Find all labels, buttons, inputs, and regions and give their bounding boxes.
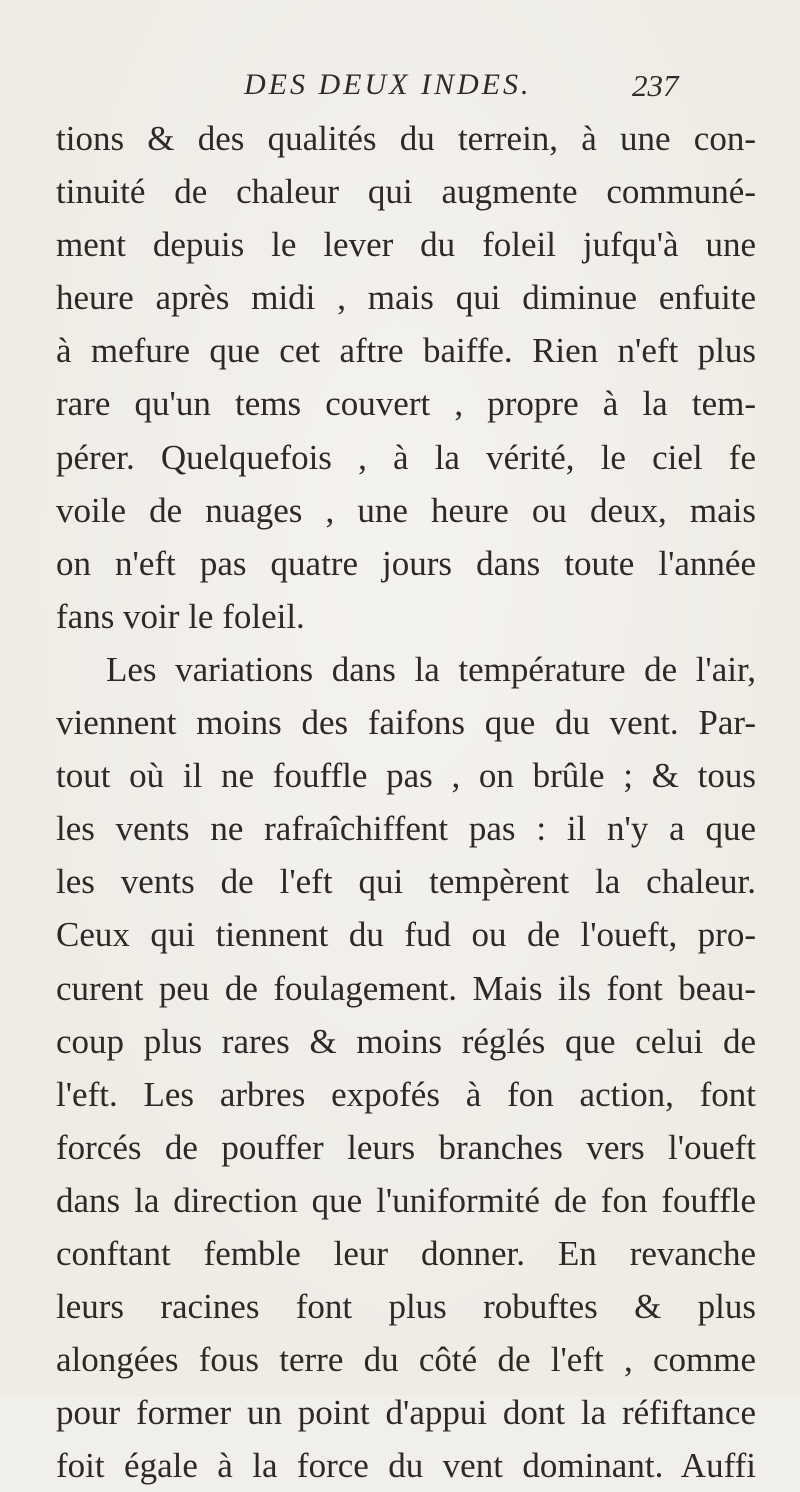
page-header: [0, 68, 800, 108]
paragraph-start-line: Les variations dans la température de l'air,: [106, 649, 756, 689]
text-line: à mefure que cet aftre baiffe. Rien n'eft plus: [56, 331, 756, 371]
text-line: coup plus rares & moins réglés que celui de: [56, 1021, 756, 1061]
text-line: Ceux qui tiennent du fud ou de l'oueft, pro-: [56, 915, 756, 955]
text-line: foit égale à la force du vent dominant. Auffi: [56, 1446, 756, 1486]
text-line: pérer. Quelquefois , à la vérité, le ciel fe: [56, 437, 756, 477]
text-line: les vents ne rafraîchiffent pas : il n'y a que: [56, 809, 756, 849]
text-line: tout où il ne fouffle pas , on brûle ; & tous: [56, 756, 756, 796]
text-line: curent peu de foulagement. Mais ils font beau-: [56, 968, 756, 1008]
text-line: pour former un point d'appui dont la réfiftance: [56, 1393, 756, 1433]
text-line: leurs racines font plus robuftes & plus: [56, 1287, 756, 1327]
page-number: 237: [632, 68, 679, 103]
text-line: forcés de pouffer leurs branches vers l'oueft: [56, 1127, 756, 1167]
text-line: viennent moins des faifons que du vent. Par-: [56, 703, 756, 743]
text-line: fans voir le foleil.: [56, 596, 305, 636]
text-line: dans la direction que l'uniformité de fon fouffle: [56, 1180, 756, 1220]
running-head: DES DEUX INDES.: [244, 68, 532, 101]
text-line: tinuité de chaleur qui augmente communé-: [56, 172, 756, 212]
text-line: tions & des qualités du terrein, à une con-: [56, 119, 756, 158]
text-line: conftant femble leur donner. En revanche: [56, 1233, 756, 1273]
text-line: ment depuis le lever du foleil jufqu'à une: [56, 225, 756, 265]
text-line: on n'eft pas quatre jours dans toute l'année: [56, 543, 756, 583]
body-text: [56, 112, 756, 1492]
text-line: l'eft. Les arbres expofés à fon action, font: [56, 1074, 756, 1114]
text-line: rare qu'un tems couvert , propre à la tem-: [56, 384, 756, 424]
text-line: les vents de l'eft qui tempèrent la chaleur.: [56, 862, 756, 902]
text-line: voile de nuages , une heure ou deux, mais: [56, 490, 756, 530]
text-line: alongées fous terre du côté de l'eft , comme: [56, 1340, 756, 1380]
text-line: heure après midi , mais qui diminue enfuite: [56, 278, 756, 318]
